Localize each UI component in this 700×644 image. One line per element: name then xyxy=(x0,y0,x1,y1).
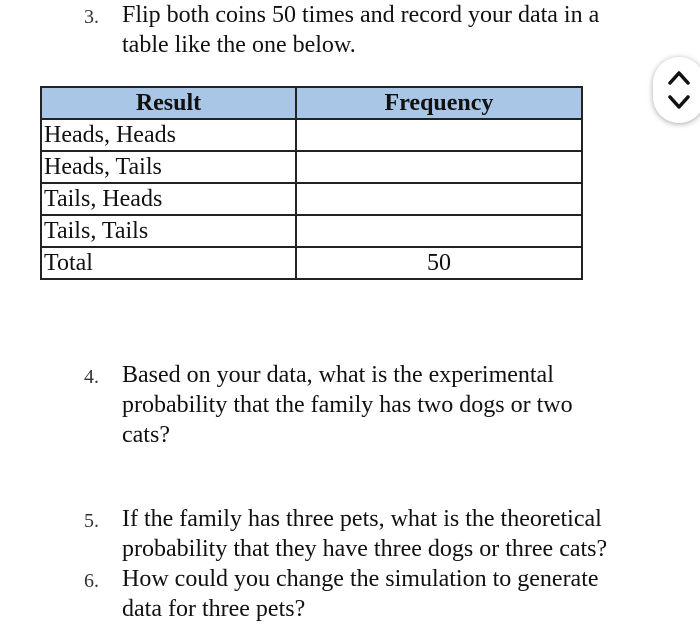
result-cell: Tails, Heads xyxy=(41,183,296,215)
question-4-text xyxy=(122,360,573,450)
question-5-line: probability that they have three dogs or three cats? xyxy=(122,536,608,562)
question-6-number: 6. xyxy=(84,570,99,592)
chevron-down-icon[interactable] xyxy=(665,91,693,113)
table-row-total xyxy=(41,247,582,279)
question-4-line: cats? xyxy=(122,422,170,448)
result-cell: Tails, Tails xyxy=(41,215,296,247)
table-row xyxy=(41,119,582,151)
question-3-line: table like the one below. xyxy=(122,32,356,58)
question-5-line: If the family has three pets, what is the theoretical xyxy=(122,506,602,532)
frequency-cell[interactable] xyxy=(296,215,582,247)
result-cell: Total xyxy=(41,247,296,279)
question-3-text xyxy=(122,0,599,60)
table-row xyxy=(41,151,582,183)
question-6-text xyxy=(122,564,599,624)
question-5-number: 5. xyxy=(84,510,99,532)
frequency-cell[interactable] xyxy=(296,183,582,215)
chevron-up-icon[interactable] xyxy=(665,67,693,89)
question-3-number: 3. xyxy=(84,6,99,28)
table-header-row xyxy=(41,87,582,119)
table-row xyxy=(41,183,582,215)
question-5-text xyxy=(122,504,607,564)
frequency-cell: 50 xyxy=(296,247,582,279)
result-cell: Heads, Tails xyxy=(41,151,296,183)
question-6-line: How could you change the simulation to generate xyxy=(122,566,599,592)
question-6-line: data for three pets? xyxy=(122,596,306,622)
question-4-line: probability that the family has two dogs or two xyxy=(122,392,573,418)
result-column-header: Result xyxy=(41,87,296,119)
frequency-column-header: Frequency xyxy=(296,87,582,119)
result-cell: Heads, Heads xyxy=(41,119,296,151)
frequency-cell[interactable] xyxy=(296,151,582,183)
table-row xyxy=(41,215,582,247)
frequency-cell[interactable] xyxy=(296,119,582,151)
question-4-number: 4. xyxy=(84,366,99,388)
question-4-line: Based on your data, what is the experimental xyxy=(122,362,554,388)
page-navigation-control xyxy=(653,57,700,123)
coin-flip-table xyxy=(40,86,583,280)
question-3-line: Flip both coins 50 times and record your data in a xyxy=(122,2,600,28)
